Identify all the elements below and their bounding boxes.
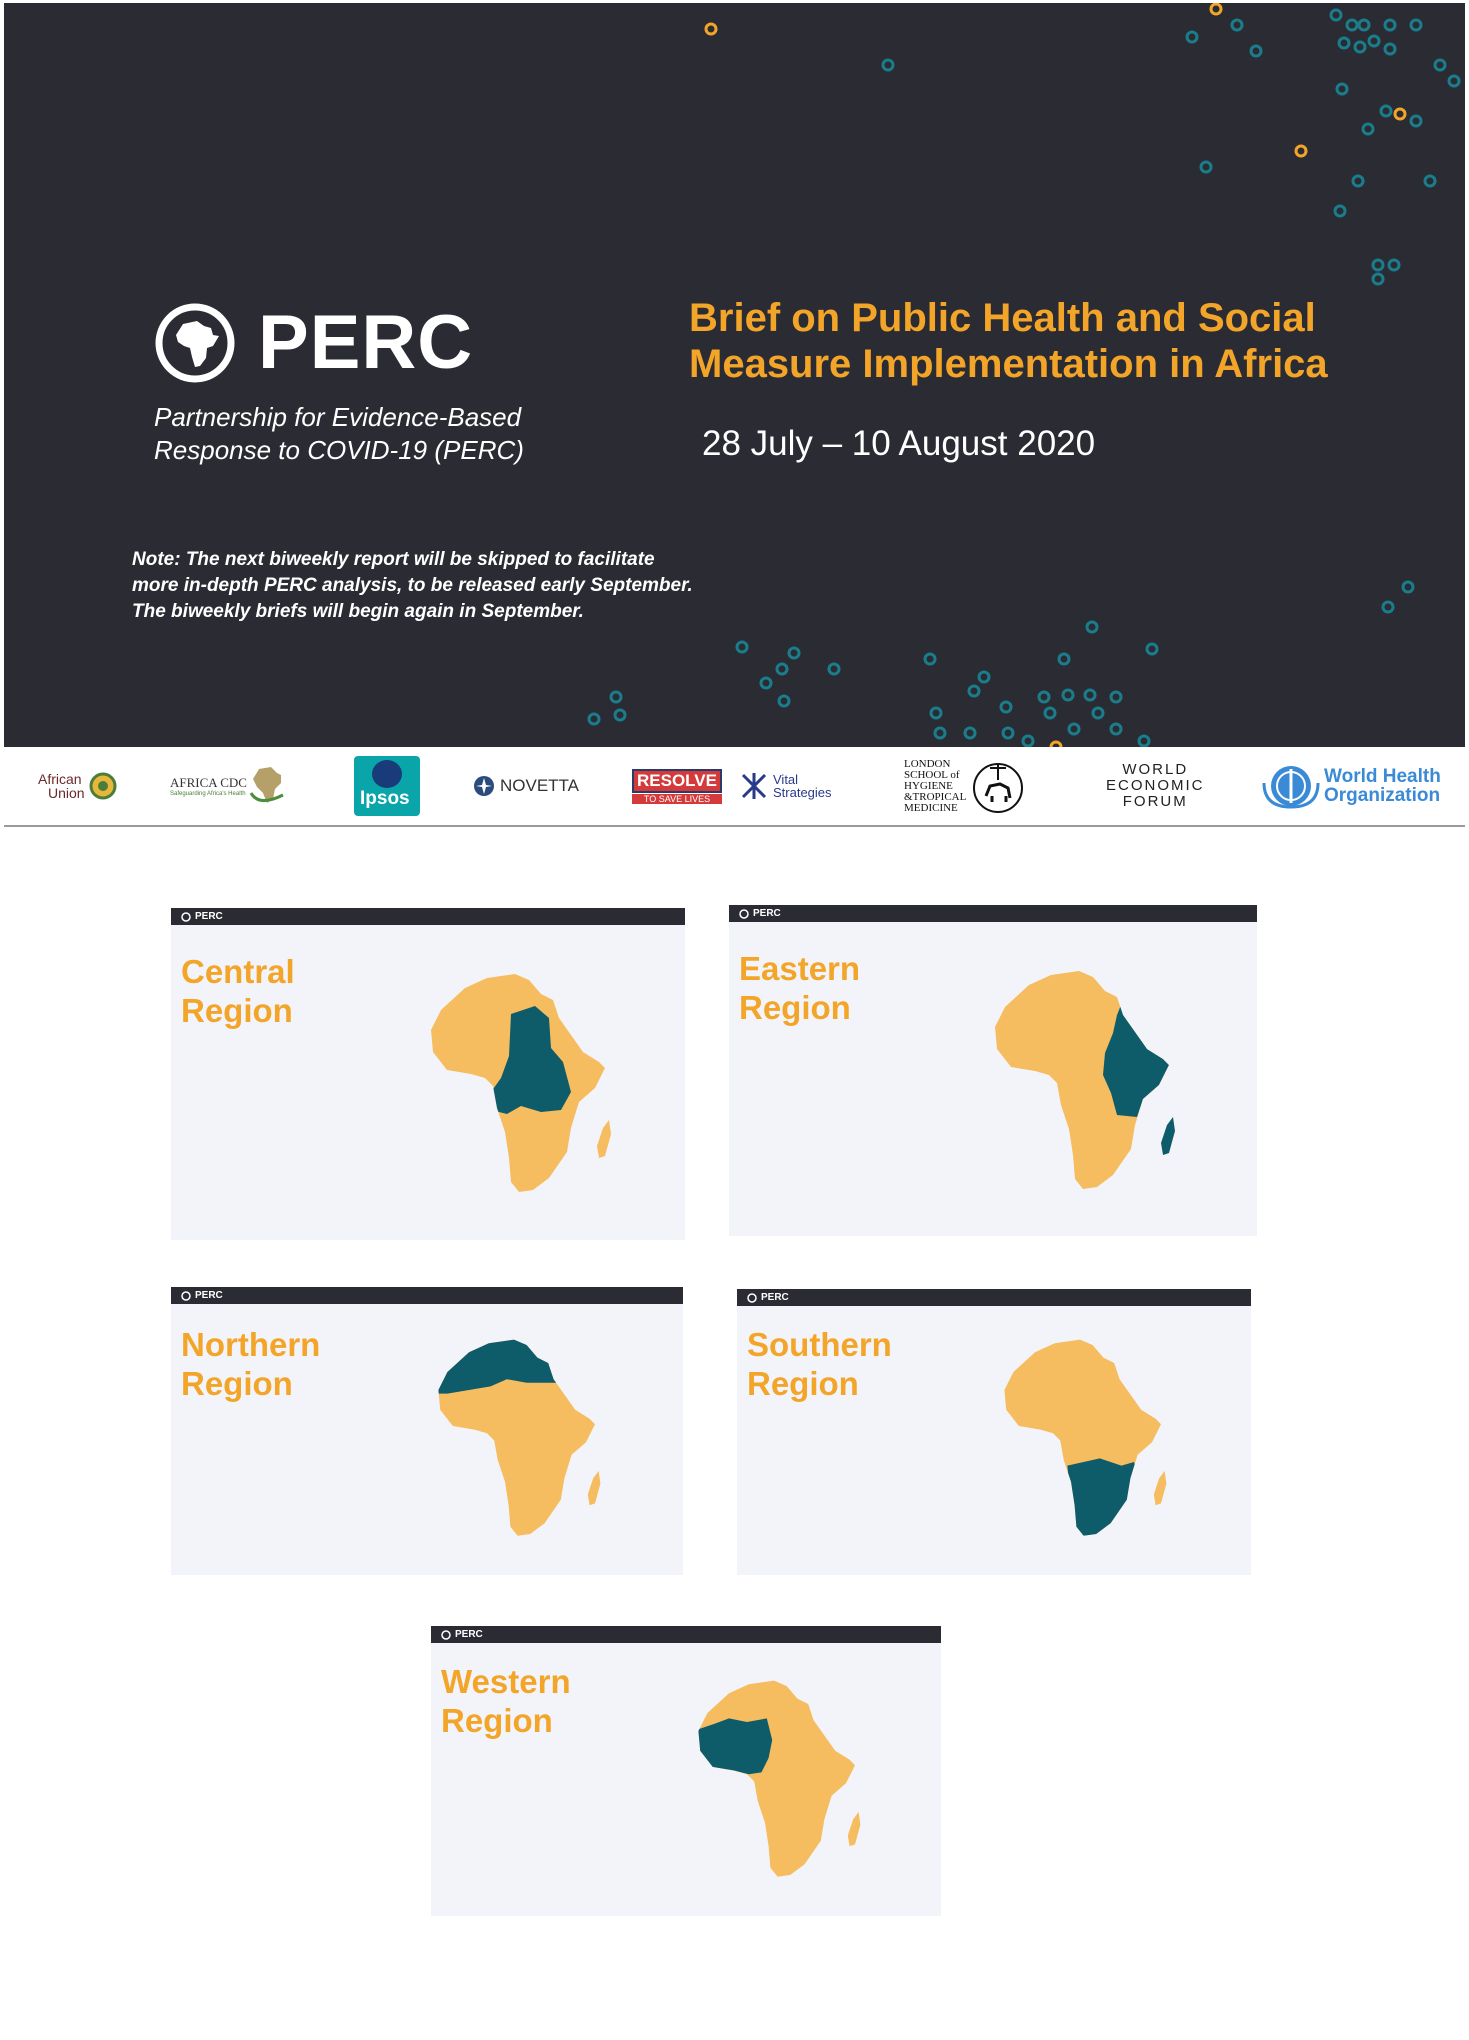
partner-vs-line1: Vital: [773, 772, 799, 787]
partner-wef-line1: WORLD: [1122, 761, 1189, 778]
partner-novetta: [472, 747, 579, 825]
partner-ipsos-text: Ipsos: [360, 788, 410, 809]
partner-african-union: [38, 747, 117, 825]
africa-map-southern: [999, 1327, 1179, 1552]
cover-subtitle: Partnership for Evidence-Based Response to COVID-19 (PERC): [154, 402, 524, 465]
partner-vital-strategies: [739, 747, 832, 825]
region-title-central: [181, 952, 351, 1030]
who-emblem-icon: [1260, 761, 1322, 811]
region-title-southern: [747, 1325, 917, 1403]
partner-wef-line3: FORUM: [1122, 793, 1188, 810]
partner-cdc-line2: Safeguarding Africa's Health: [170, 791, 246, 797]
partner-au-line2: Union: [48, 785, 85, 801]
region-title-line2: Region: [747, 1365, 859, 1402]
perc-logo: [154, 299, 473, 386]
africa-map-eastern: [989, 957, 1189, 1207]
panel-header-bar: [171, 908, 685, 925]
partner-novetta-text: NOVETTA: [500, 776, 580, 795]
cover-note: Note: The next biweekly report will be skipped to facilitate more in-depth PERC analysis, to be released early September. The biweekly briefs will begin again in September.: [132, 549, 693, 622]
perc-mini-logo-icon: [747, 1293, 757, 1303]
cover-title: Brief on Public Health and Social Measure Implementation in Africa: [689, 296, 1328, 386]
perc-mini-logo-text: PERC: [195, 911, 223, 922]
partner-au-line1: African: [38, 771, 82, 787]
novetta-emblem-icon: [472, 774, 496, 798]
partner-resolve: [632, 747, 722, 825]
vital-strategies-emblem-icon: [739, 771, 769, 801]
region-title-line2: Region: [181, 1365, 293, 1402]
partner-lshtm-line5: MEDICINE: [904, 801, 958, 814]
region-panel-northern: [171, 1287, 683, 1575]
partner-cdc-line1: AFRICA CDC: [170, 775, 247, 790]
region-title-line1: Eastern: [739, 950, 861, 987]
perc-mini-logo-text: PERC: [195, 1290, 223, 1301]
region-title-line2: Region: [181, 992, 293, 1029]
perc-logo-text: PERC: [258, 300, 474, 385]
partner-lshtm-line2: SCHOOL of: [904, 768, 960, 781]
region-title-northern: [181, 1325, 351, 1403]
region-title-line1: Western: [441, 1663, 571, 1700]
partner-lshtm: [904, 747, 1026, 825]
region-title-line1: Southern: [747, 1326, 892, 1363]
region-title-line1: Central: [181, 953, 295, 990]
partner-resolve-line2: TO SAVE LIVES: [632, 794, 722, 804]
africa-globe-icon: [154, 302, 236, 384]
africa-map-western: [693, 1668, 873, 1893]
lshtm-crest-icon: [970, 756, 1026, 816]
africa-map-northern: [433, 1327, 613, 1552]
perc-mini-logo-text: PERC: [761, 1292, 789, 1303]
partner-lshtm-line4: &TROPICAL: [904, 790, 967, 803]
partner-lshtm-line1: LONDON: [904, 757, 951, 770]
region-title-line2: Region: [739, 989, 851, 1026]
perc-mini-logo-icon: [441, 1630, 451, 1640]
african-union-emblem-icon: [89, 772, 117, 800]
partner-africa-cdc: [170, 747, 289, 825]
partner-who-line1: World Health: [1324, 766, 1441, 787]
region-panel-western: [431, 1626, 941, 1916]
panel-header-bar: [431, 1626, 941, 1643]
perc-mini-logo-icon: [739, 909, 749, 919]
perc-mini-logo-icon: [181, 1291, 191, 1301]
africa-cdc-emblem-icon: [247, 763, 289, 809]
panel-header-bar: [729, 905, 1257, 922]
region-title-western: [441, 1662, 611, 1740]
partner-lshtm-line3: HYGIENE: [904, 779, 953, 792]
partner-who-line2: Organization: [1324, 785, 1441, 806]
panel-header-bar: [171, 1287, 683, 1304]
cover-panel: [4, 3, 1465, 747]
region-title-line2: Region: [441, 1702, 553, 1739]
partner-wef: [1106, 747, 1205, 825]
region-panel-eastern: [729, 905, 1257, 1236]
perc-mini-logo-text: PERC: [455, 1629, 483, 1640]
partner-vs-line2: Strategies: [773, 785, 832, 800]
region-title-eastern: [739, 949, 909, 1027]
partner-wef-line2: ECONOMIC: [1106, 777, 1205, 794]
partner-who: [1260, 747, 1441, 825]
partner-logos-strip: [4, 747, 1465, 827]
perc-mini-logo-icon: [181, 912, 191, 922]
region-title-line1: Northern: [181, 1326, 321, 1363]
partner-ipsos: [354, 747, 420, 825]
region-panel-southern: [737, 1289, 1251, 1575]
africa-map-central: [425, 960, 625, 1210]
region-panel-central: [171, 908, 685, 1240]
perc-mini-logo-text: PERC: [753, 908, 781, 919]
cover-date: 28 July – 10 August 2020: [702, 424, 1096, 463]
panel-header-bar: [737, 1289, 1251, 1306]
partner-resolve-line1: RESOLVE: [632, 769, 722, 793]
